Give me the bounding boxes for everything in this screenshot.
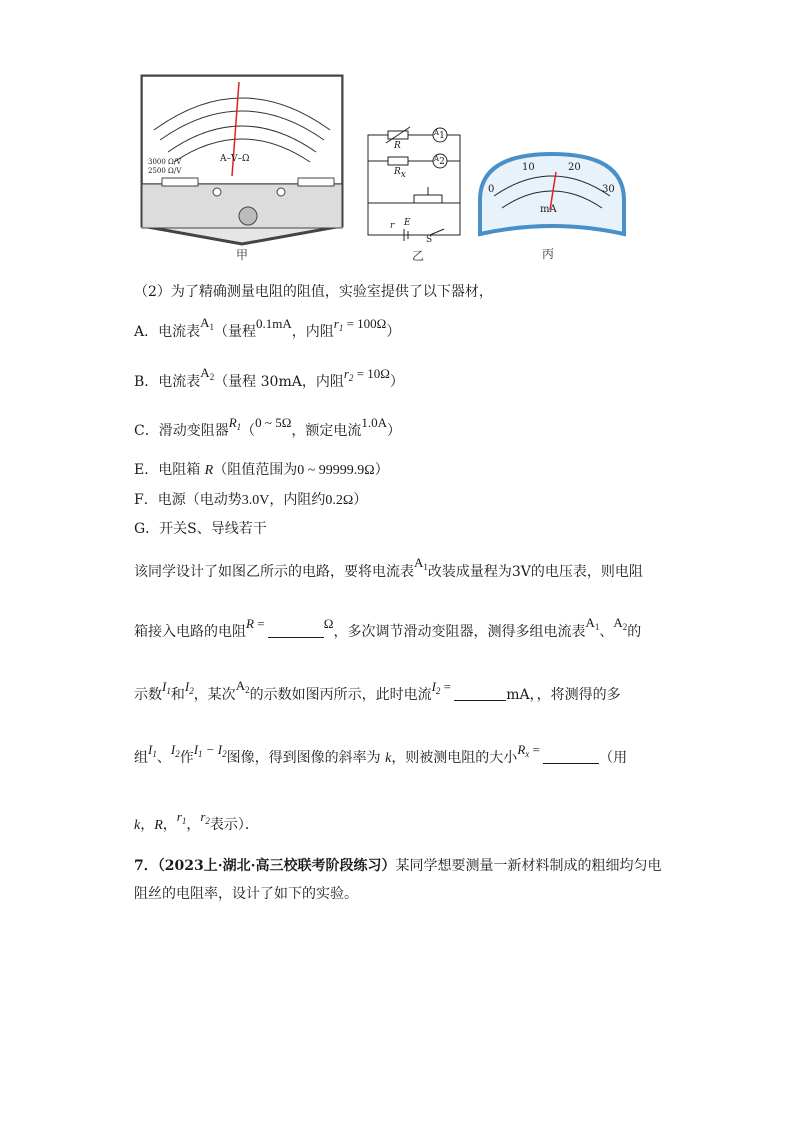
item-C: C．滑动变阻器$R_1(0$ ~ 5Ω，额定电流1.0A） bbox=[134, 415, 402, 439]
mode-label: A–V–Ω bbox=[220, 154, 250, 164]
item-A: A．电流表$A_1$（量程0.1mA，内阻$r_1 = 100\Omega$） bbox=[134, 315, 401, 340]
paragraph-line-1: 该同学设计了如图乙所示的电路，要将电流表$A_1$改装成量程为3V的电压表，则电阻 bbox=[134, 555, 643, 580]
figure-jia-caption: 甲 bbox=[236, 248, 249, 262]
question-7-line-1: 7．（2023上·湖北·高三校联考阶段练习）某同学想要测量一新材料制成的粗细均匀电 bbox=[134, 858, 662, 874]
paragraph-line-3: 示数$I_1$和$I_2$，某次$A_2$的示数如图丙所示，此时电流$I_2$ = mA，，将测得的多 bbox=[134, 678, 621, 703]
tick-20: 20 bbox=[568, 162, 581, 173]
tick-30: 30 bbox=[602, 184, 615, 195]
answer-blank-I2[interactable] bbox=[454, 686, 506, 701]
ohm-rating-1: 3000 Ω/V bbox=[148, 158, 182, 166]
figure-bing-ammeter bbox=[474, 148, 630, 260]
figure-yi-circuit bbox=[360, 125, 472, 263]
item-B: B．电流表$A_2$（量程 30mA，内阻$r_2 = 10\Omega$） bbox=[134, 365, 404, 390]
label-S: S bbox=[426, 235, 433, 245]
answer-blank-R[interactable] bbox=[268, 623, 324, 638]
ohm-rating-2: 2500 Ω/V bbox=[148, 167, 182, 175]
answer-blank-Rx[interactable] bbox=[543, 749, 599, 764]
paragraph-line-5: k，R，$r_1$，$r_2$表示）． bbox=[134, 809, 259, 833]
paragraph-line-4: 组$I_1$、$I_2$作$I_1 - I_2$图像，得到图像的斜率为 k，则被测电阻的大小$R_x$ = （用 bbox=[134, 742, 628, 766]
label-R: R bbox=[394, 141, 401, 151]
figure-bing-caption: 丙 bbox=[542, 247, 555, 261]
label-A1: A1 bbox=[434, 129, 445, 141]
unit-mA: mA bbox=[540, 204, 557, 215]
item-E: E．电阻箱 R（阻值范围为0 ~ 99999.9Ω） bbox=[134, 462, 389, 478]
circuit-drawing bbox=[360, 125, 472, 245]
label-Rx: Rx bbox=[394, 167, 406, 180]
tick-0: 0 bbox=[488, 184, 495, 195]
question-7-line-2: 阻丝的电阻率，设计了如下的实验。 bbox=[134, 886, 358, 902]
tick-10: 10 bbox=[522, 162, 535, 173]
figure-jia-multimeter bbox=[134, 68, 350, 262]
label-E: E bbox=[404, 218, 411, 228]
paragraph-line-2: 箱接入电路的电阻R = Ω，多次调节滑动变阻器，测得多组电流表$A_1$、$A_2$的 bbox=[134, 615, 642, 640]
figure-yi-caption: 乙 bbox=[412, 249, 425, 263]
label-A2: A2 bbox=[434, 155, 445, 167]
item-F: F．电源（电动势3.0V，内阻约0.2Ω） bbox=[134, 492, 368, 508]
intro-line: （2）为了精确测量电阻的阻值，实验室提供了以下器材， bbox=[134, 284, 493, 300]
label-r: r bbox=[390, 221, 395, 231]
item-G: G．开关S、导线若干 bbox=[134, 521, 267, 537]
